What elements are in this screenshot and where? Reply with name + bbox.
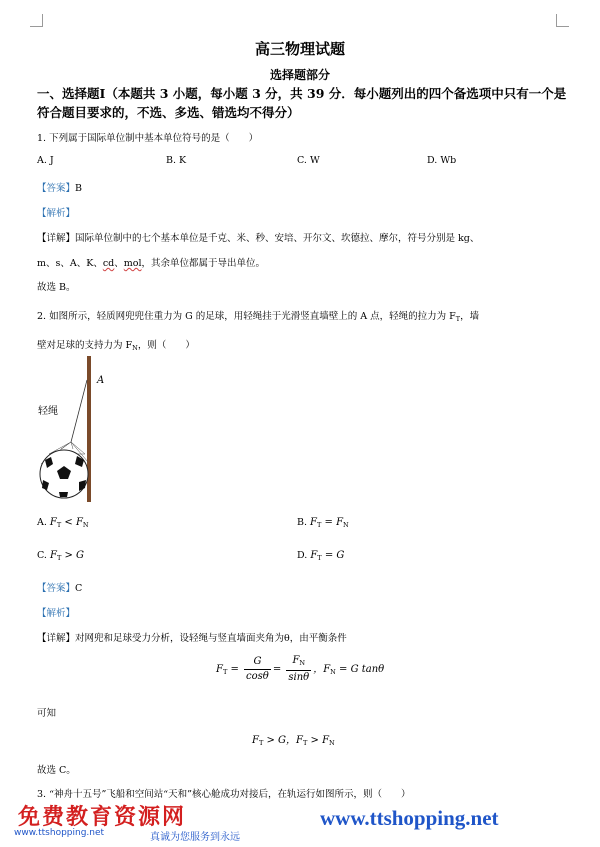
crop-mark-top-left <box>30 14 43 27</box>
q1-analysis-tag: 【解析】 <box>37 208 76 219</box>
q2-option-a <box>37 517 89 529</box>
option-formula: $F_T = G$ <box>310 550 345 562</box>
q1-answer <box>37 180 82 194</box>
figure-label-point-a: A <box>97 375 105 386</box>
q1-option-b: B. K <box>166 155 187 166</box>
q1-option-a: A. J <box>37 155 54 166</box>
option-formula: $F_T > G$ <box>49 550 85 562</box>
figure-label-rope: 轻绳 <box>38 406 58 417</box>
q2-stem-line2 <box>37 337 195 352</box>
rope <box>71 380 87 442</box>
q2-know: 可知 <box>37 708 57 719</box>
q3-stem: 3. “神舟十五号”飞船和空间站“天和”核心舱成功对接后，在轨运行如图所示，则（ ） <box>37 789 411 800</box>
unit-mol: mol <box>123 258 142 269</box>
detail-tag: 【详解】 <box>37 233 76 244</box>
q2-stem-end: ，墙 <box>460 311 480 322</box>
section-subtitle: 选择题部分 <box>269 68 330 82</box>
footer-url-small[interactable]: www.ttshopping.net <box>14 828 105 838</box>
q1-option-d: D. Wb <box>427 155 457 166</box>
page-title: 高三物理试题 <box>254 40 345 58</box>
q1-stem: 1. 下列属于国际单位制中基本单位符号的是（ ） <box>37 133 259 144</box>
fraction-fn-sin: $\frac{F_N}{\sin\theta}$ <box>288 655 310 683</box>
detail-tag: 【详解】 <box>37 633 76 644</box>
answer-value: C <box>75 583 83 594</box>
fraction-g-cos: $\frac{G}{\cos\theta}$ <box>246 656 269 682</box>
subscript: T <box>455 315 461 323</box>
q2-stem-line1 <box>37 308 479 323</box>
footer-brand: 免费教育资源网 <box>18 804 187 830</box>
q2-option-c <box>37 550 84 562</box>
detail-text: 对网兜和足球受力分析，设轻绳与竖直墙面夹角为θ，由平衡条件 <box>75 633 347 644</box>
q2-stem-text: 2. 如图所示，轻质网兜兜住重力为 G 的足球，用轻绳挂于光滑竖直墙壁上的 A 点，轻绳的拉力为 F <box>37 311 456 322</box>
subscript: N <box>132 344 138 352</box>
q1-option-c: C. W <box>297 155 320 166</box>
q2-stem-text2: 壁对足球的支持力为 F <box>37 340 133 351</box>
detail-text: 国际单位制中的七个基本单位是千克、米、秒、安培、开尔文、坎德拉、摩尔，符号分别是 kg、 <box>75 233 480 244</box>
q2-answer <box>37 580 82 594</box>
option-letter: D. <box>297 550 308 561</box>
q1-conclusion: 故选 B。 <box>37 282 76 293</box>
q2-equation: $F_T$ = $\frac{G}{\cos\theta}$ = $\frac{F_N}{\sin\theta}$ ，$F_N = G$ tanθ <box>216 655 385 683</box>
q2-result: $F_T > G$，$F_T > F_N$ <box>252 735 335 747</box>
q2-option-d <box>297 550 344 562</box>
q2-stem-end2: ，则（ ） <box>137 340 195 351</box>
option-letter: B. <box>297 517 308 528</box>
footer-url-large[interactable]: www.ttshopping.net <box>320 806 499 830</box>
unit-cd: cd <box>102 258 115 269</box>
answer-value: B <box>75 183 82 194</box>
answer-tag: 【答案】 <box>37 583 76 594</box>
q2-analysis-tag: 【解析】 <box>37 608 76 619</box>
detail-sep: 、 <box>114 258 124 269</box>
q1-detail-line1 <box>37 230 479 244</box>
detail-text-post: ，其余单位都属于导出单位。 <box>141 258 266 269</box>
answer-tag: 【答案】 <box>37 183 76 194</box>
q2-option-b <box>297 517 349 529</box>
option-letter: A. <box>37 517 47 528</box>
q2-detail <box>37 630 347 644</box>
q2-conclusion: 故选 C。 <box>37 765 76 776</box>
q1-detail-line2 <box>37 255 265 269</box>
crop-mark-top-right <box>556 14 569 27</box>
section-heading: 一、选择题Ⅰ（本题共 3 小题，每小题 3 分，共 39 分．每小题列出的四个备选项中只有一个是符合题目要求的，不选、多选、错选均不得分） <box>37 86 567 120</box>
option-formula: $F_T < F_N$ <box>49 517 89 529</box>
detail-text-pre: m、s、A、K、 <box>37 258 103 269</box>
option-formula: $F_T = F_N$ <box>310 517 349 529</box>
footer-slogan: 真诚为您服务到永远 <box>150 832 240 843</box>
option-letter: C. <box>37 550 47 561</box>
